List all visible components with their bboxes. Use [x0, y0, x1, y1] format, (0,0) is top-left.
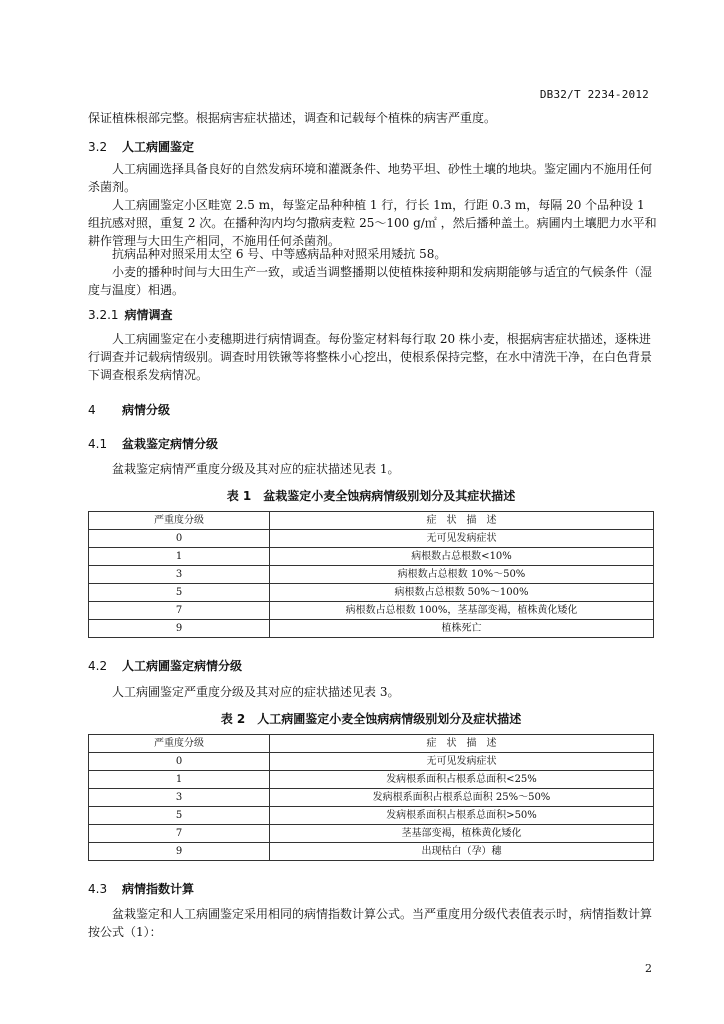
grade-cell: 9 — [89, 620, 270, 638]
section-title: 人工病圃鉴定病情分级 — [122, 659, 243, 673]
section-heading-3-2 — [88, 138, 194, 155]
table-row — [89, 825, 654, 843]
table-row — [89, 789, 654, 807]
table-header-row — [89, 512, 654, 530]
grade-cell: 5 — [89, 584, 270, 602]
paragraph-4-1: 盆栽鉴定病情严重度分级及其对应的症状描述见表 1。 — [112, 462, 400, 476]
grade-cell: 7 — [89, 825, 270, 843]
section-heading-4 — [88, 401, 170, 418]
symptom-cell: 病根数占总根数 50%～100% — [270, 584, 654, 602]
section-title: 人工病圃鉴定 — [122, 140, 195, 154]
table-row — [89, 843, 654, 861]
grade-cell: 3 — [89, 566, 270, 584]
section-number: 3.2.1 — [88, 308, 119, 322]
symptom-cell: 病根数占总根数 100%，茎基部变褐，植株黄化矮化 — [270, 602, 654, 620]
paragraph-3-2-d: 小麦的播种时间与大田生产一致，或适当调整播期以使植株接种期和发病期能够与适宜的气候条件（湿度与温度）相遇。 — [88, 265, 653, 297]
section-title: 病情分级 — [122, 403, 171, 417]
symptom-cell: 茎基部变褐，植株黄化矮化 — [270, 825, 654, 843]
paragraph-3-2-c: 抗病品种对照采用太空 6 号、中等感病品种对照采用矮抗 58。 — [112, 247, 447, 261]
table-header-row — [89, 735, 654, 753]
symptom-cell: 出现枯白（孕）穗 — [270, 843, 654, 861]
symptom-cell: 无可见发病症状 — [270, 753, 654, 771]
grade-cell: 1 — [89, 548, 270, 566]
intro-paragraph: 保证植株根部完整。根据病害症状描述，调查和记载每个植株的病害严重度。 — [88, 111, 497, 125]
paragraph-3-2-b: 人工病圃鉴定小区畦宽 2.5 m，每鉴定品种种植 1 行，行长 1m，行距 0.3 m，每隔 20 个品种设 1 组抗感对照，重复 2 次。在播种沟内均匀撒病麦粒 25～100 g/㎡ ，然后播种盖土。病圃内土壤肥力水平和耕作管理与大田生产相同，不施用任何杀菌剂。 — [88, 198, 657, 248]
table-row — [89, 771, 654, 789]
section-title: 病情指数计算 — [122, 882, 195, 896]
section-title: 病情调查 — [124, 308, 173, 322]
standard-number: DB32/T 2234-2012 — [539, 88, 649, 101]
section-title: 盆栽鉴定病情分级 — [122, 437, 219, 451]
section-number: 4.3 — [88, 882, 108, 896]
grade-cell: 0 — [89, 753, 270, 771]
symptom-cell: 病根数占总根数 10%～50% — [270, 566, 654, 584]
symptom-cell: 发病根系面积占根系总面积 25%～50% — [270, 789, 654, 807]
paragraph-4-3: 盆栽鉴定和人工病圃鉴定采用相同的病情指数计算公式。当严重度用分级代表值表示时，病情指数计算按公式（1）： — [88, 907, 653, 939]
table-2-caption: 表 2 人工病圃鉴定小麦全蚀病病情级别划分及症状描述 — [220, 712, 522, 726]
symptom-cell: 无可见发病症状 — [270, 530, 654, 548]
table-1 — [88, 511, 654, 638]
symptom-cell: 植株死亡 — [270, 620, 654, 638]
paragraph-3-2-1: 人工病圃鉴定在小麦穗期进行病情调查。每份鉴定材料每行取 20 株小麦，根据病害症状描述，逐株进行调查并记载病情级别。调查时用铁锹等将整株小心挖出，使根系保持完整，在水中清洗干净，在白色背景下调查根系发病情况。 — [88, 332, 653, 382]
table-row — [89, 753, 654, 771]
grade-cell: 5 — [89, 807, 270, 825]
table-row — [89, 530, 654, 548]
grade-cell: 9 — [89, 843, 270, 861]
table-1-caption: 表 1 盆栽鉴定小麦全蚀病病情级别划分及其症状描述 — [226, 489, 516, 503]
table-row — [89, 584, 654, 602]
header-cell-grade: 严重度分级 — [89, 512, 270, 530]
header-cell-symptom: 症 状 描 述 — [270, 512, 654, 530]
section-number: 3.2 — [88, 140, 108, 154]
symptom-cell: 发病根系面积占根系总面积>50% — [270, 807, 654, 825]
symptom-cell: 病根数占总根数<10% — [270, 548, 654, 566]
paragraph-4-2: 人工病圃鉴定严重度分级及其对应的症状描述见表 3。 — [112, 685, 400, 699]
header-cell-grade: 严重度分级 — [89, 735, 270, 753]
section-heading-4-2 — [88, 657, 242, 674]
table-row — [89, 602, 654, 620]
section-number: 4 — [88, 403, 96, 417]
section-number: 4.2 — [88, 659, 108, 673]
section-heading-4-3 — [88, 880, 194, 897]
table-row — [89, 566, 654, 584]
paragraph-3-2-a: 人工病圃选择具备良好的自然发病环境和灌溉条件、地势平坦、砂性土壤的地块。鉴定圃内不施用任何杀菌剂。 — [88, 162, 653, 194]
section-heading-3-2-1 — [88, 306, 173, 323]
page-number: 2 — [645, 962, 652, 975]
grade-cell: 1 — [89, 771, 270, 789]
grade-cell: 3 — [89, 789, 270, 807]
symptom-cell: 发病根系面积占根系总面积<25% — [270, 771, 654, 789]
table-2 — [88, 734, 654, 861]
section-heading-4-1 — [88, 435, 218, 452]
header-cell-symptom: 症 状 描 述 — [270, 735, 654, 753]
table-row — [89, 548, 654, 566]
grade-cell: 7 — [89, 602, 270, 620]
table-row — [89, 620, 654, 638]
table-row — [89, 807, 654, 825]
section-number: 4.1 — [88, 437, 108, 451]
grade-cell: 0 — [89, 530, 270, 548]
